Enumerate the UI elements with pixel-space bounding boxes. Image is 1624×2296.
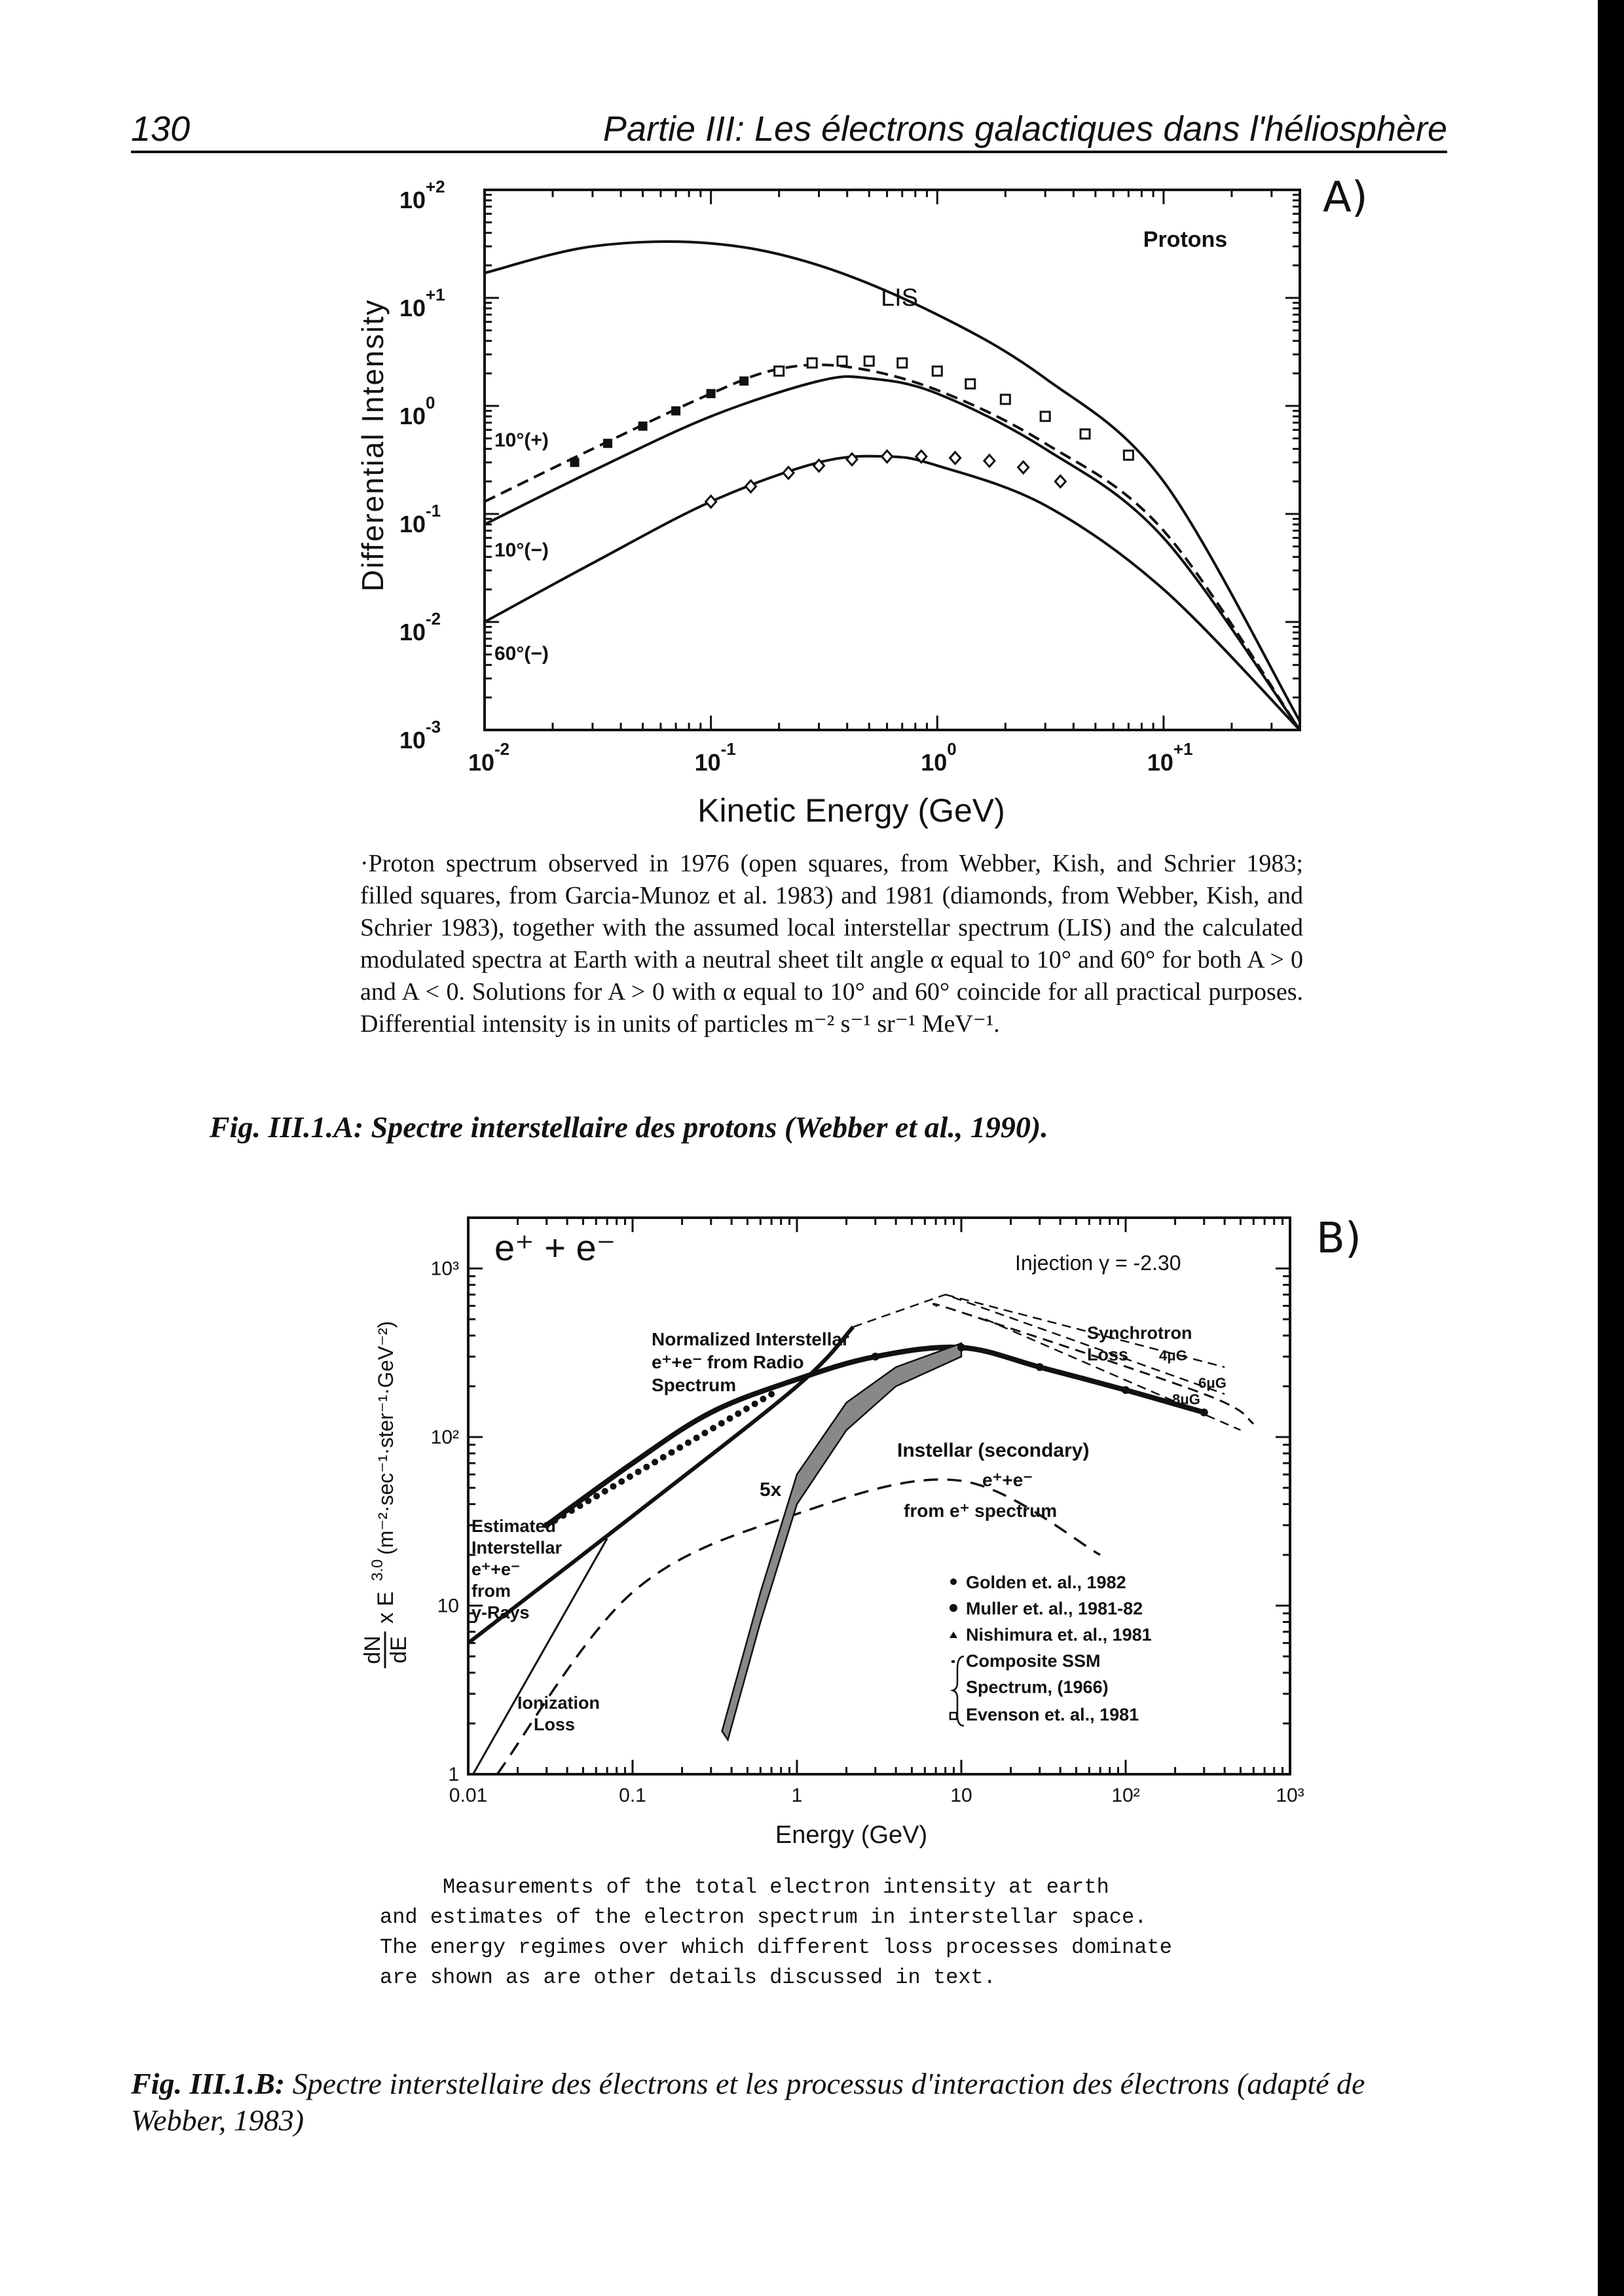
- figure-b-caption: [380, 1872, 1342, 1993]
- x-tick-label: 0.01: [449, 1785, 488, 1806]
- caption-line: The energy regimes over which different loss processes dominate: [380, 1935, 1172, 1959]
- figure-a-y-axis-label: Differential Intensity: [356, 299, 390, 592]
- measurement-dot: [752, 1400, 758, 1407]
- y-tick-label: 10: [399, 187, 426, 213]
- caption-line: and estimates of the electron spectrum in interstellar space.: [380, 1905, 1147, 1929]
- x-tick-label-exponent: +1: [1173, 739, 1193, 759]
- legend-marker-golden: [950, 1578, 957, 1585]
- measurement-dot: [669, 1449, 675, 1455]
- secondary-label-2: e⁺+e⁻: [982, 1470, 1033, 1490]
- figure-b-y-axis-label: [360, 1321, 411, 1668]
- measurement-dot: [735, 1410, 741, 1417]
- series-curve: [485, 376, 1300, 730]
- measurement-dot: [602, 1488, 608, 1495]
- figure-a-panel-label: A): [1323, 173, 1368, 222]
- field-6ug-label: 6μG: [1198, 1375, 1227, 1391]
- series-curve: [547, 1347, 1204, 1525]
- legend-item-golden: Golden et. al., 1982: [966, 1573, 1126, 1592]
- figure-b-panel-label: B): [1316, 1214, 1361, 1263]
- x-tick-label: 1: [791, 1785, 803, 1806]
- measurement-dot: [872, 1353, 879, 1360]
- filled-square-marker: [603, 439, 612, 448]
- open-square-marker: [864, 357, 874, 366]
- estimated-label-5: γ-Rays: [471, 1603, 530, 1622]
- measurement-dot: [768, 1391, 775, 1398]
- legend-marker-evenson: [950, 1713, 957, 1719]
- figure-a-caption: ·Proton spectrum observed in 1976 (open squares, from Webber, Kish, and Schrier 1983; filled squares, from Garcia-Munoz et al. 1983) and 1981 (diamonds, from Webber, Kish, and Schrier 1983), together with the assumed local interstellar spectrum (LIS) and the calculated modulated spectra at Earth with a neutral sheet tilt angle α equal to 10° and 60° for both A > 0 and A < 0. Solutions for A > 0 with α equal to 10° and 60° coincide for all practical purposes. Differential intensity is in units of particles m⁻² s⁻¹ sr⁻¹ MeV⁻¹.: [360, 850, 1303, 1038]
- open-square-marker: [1001, 395, 1010, 404]
- open-square-marker: [898, 358, 907, 367]
- x-tick-label: 10: [1147, 749, 1173, 776]
- diamond-marker: [950, 452, 961, 464]
- legend-marker-composite: [951, 1660, 955, 1663]
- x-tick-label: 10²: [1111, 1785, 1140, 1806]
- hatched-injection-band: [722, 1343, 961, 1740]
- measurement-dot: [693, 1434, 700, 1441]
- caption-line: are shown as are other details discussed in text.: [380, 1965, 996, 1990]
- diamond-marker: [783, 467, 794, 479]
- y-tick-label-exponent: +1: [426, 285, 445, 304]
- figure-a-x-axis-label: Kinetic Energy (GeV): [697, 792, 1005, 829]
- measurement-dot: [643, 1464, 650, 1470]
- diamond-marker: [1055, 475, 1065, 487]
- diamond-marker: [984, 455, 995, 467]
- running-header: [131, 98, 1447, 153]
- measurement-dot: [660, 1454, 667, 1461]
- estimated-label-4: from: [471, 1581, 511, 1601]
- curve-label-10-plus: 10°(+): [494, 429, 549, 451]
- x-tick-label: 10: [468, 749, 495, 776]
- filled-square-marker: [638, 422, 648, 431]
- y-tick-label-exponent: -2: [426, 609, 441, 629]
- figure-b-legend: [950, 1573, 1152, 1726]
- y-tick-label: 10: [399, 403, 426, 429]
- legend-item-nishimura: Nishimura et. al., 1981: [966, 1625, 1152, 1645]
- figure-b-x-axis-label: Energy (GeV): [775, 1821, 928, 1849]
- measurement-dot: [635, 1468, 642, 1475]
- open-square-marker: [1041, 412, 1050, 421]
- measurement-dot: [1122, 1386, 1130, 1394]
- curve-label-60-minus: 60°(−): [494, 643, 549, 665]
- legend-brace: [953, 1656, 964, 1726]
- diamond-marker: [1018, 462, 1029, 473]
- y-tick-label-exponent: +2: [426, 177, 445, 196]
- measurement-dot: [727, 1415, 733, 1422]
- y-tick-label: 10³: [430, 1258, 459, 1280]
- y-tick-label: 10: [399, 511, 426, 538]
- y-tick-label-exponent: -3: [426, 717, 441, 737]
- figure-a-chart: [341, 170, 1323, 838]
- measurement-dot: [685, 1440, 692, 1446]
- measurement-dot: [743, 1406, 750, 1412]
- figure-a-plot-frame: [485, 190, 1300, 730]
- series-curve: [485, 242, 1300, 721]
- y-tick-label: 10: [399, 727, 426, 754]
- open-square-marker: [807, 358, 817, 367]
- secondary-label-3: from e⁺ spectrum: [904, 1501, 1058, 1521]
- open-square-marker: [932, 367, 942, 376]
- running-title: Partie III: Les électrons galactiques dans l'héliosphère: [602, 109, 1447, 149]
- y-label-frac-den: dE: [386, 1636, 411, 1664]
- x-tick-label-exponent: -2: [494, 739, 510, 759]
- synchrotron-label-1: Synchrotron: [1087, 1323, 1192, 1343]
- caption-line: Measurements of the total electron intensity at earth: [380, 1875, 1109, 1899]
- estimated-label-2: Interstellar: [471, 1538, 563, 1558]
- figure-b-title: e⁺ + e⁻: [494, 1227, 616, 1268]
- five-x-label: 5x: [760, 1479, 782, 1501]
- legend-item-evenson: Evenson et. al., 1981: [966, 1705, 1139, 1724]
- y-label-exp: 3.0: [369, 1559, 386, 1581]
- filled-square-marker: [707, 389, 716, 398]
- x-tick-label: 10: [694, 749, 721, 776]
- normalized-label-3: Spectrum: [652, 1375, 737, 1395]
- measurement-dot: [701, 1430, 708, 1436]
- legend-marker-muller: [950, 1604, 957, 1612]
- ionization-label-2: Loss: [534, 1715, 576, 1734]
- open-square-marker: [838, 357, 847, 366]
- open-square-marker: [1080, 429, 1090, 439]
- ionization-label-1: Ionization: [517, 1693, 600, 1713]
- y-tick-label: 10: [437, 1595, 459, 1617]
- x-tick-label: 10³: [1276, 1785, 1304, 1806]
- series-curve: [485, 456, 1300, 730]
- legend-item-composite-2: Spectrum, (1966): [966, 1677, 1109, 1697]
- legend-item-composite-1: Composite SSM: [966, 1651, 1101, 1671]
- lis-curve-label: LIS: [881, 284, 919, 312]
- field-8ug-label: 8μG: [1172, 1391, 1200, 1408]
- page-number: 130: [131, 109, 191, 149]
- normalized-label-1: Normalized Interstellar: [652, 1329, 849, 1349]
- estimated-label-1: Estimated: [471, 1516, 557, 1536]
- diamond-marker: [706, 496, 716, 507]
- measurement-dot: [760, 1396, 766, 1402]
- x-tick-label: 10: [950, 1785, 972, 1806]
- figure-b-fig-text: Spectre interstellaire des électrons et les processus d'interaction des électrons (adapté de Webber, 1983): [131, 2067, 1365, 2137]
- figure-b-chart: [354, 1198, 1336, 1853]
- x-tick-label: 0.1: [619, 1785, 646, 1806]
- curve-label-10-minus: 10°(−): [494, 539, 549, 561]
- measurement-dot: [652, 1459, 658, 1465]
- measurement-dot: [710, 1425, 716, 1431]
- normalized-label-2: e⁺+e⁻ from Radio: [652, 1352, 804, 1372]
- series-curve: [485, 365, 1300, 730]
- measurement-dot: [577, 1503, 583, 1509]
- y-tick-label: 10²: [430, 1427, 459, 1449]
- measurement-dot: [627, 1474, 633, 1480]
- x-tick-label-exponent: -1: [720, 739, 736, 759]
- open-square-marker: [966, 379, 975, 388]
- filled-square-marker: [739, 376, 748, 386]
- filled-square-marker: [671, 407, 680, 416]
- measurement-dot: [610, 1483, 616, 1489]
- y-label-units: (m⁻²·sec⁻¹·ster⁻¹·GeV⁻²): [374, 1321, 397, 1555]
- measurement-dot: [560, 1512, 566, 1519]
- measurement-dot: [618, 1478, 625, 1485]
- figure-a-species-label: Protons: [1143, 227, 1228, 252]
- measurement-dot: [957, 1343, 965, 1351]
- y-tick-label: 1: [448, 1764, 459, 1785]
- measurement-dot: [718, 1420, 725, 1427]
- estimated-label-3: e⁺+e⁻: [471, 1559, 521, 1579]
- field-4ug-label: 4μG: [1159, 1347, 1187, 1364]
- filled-square-marker: [570, 458, 580, 467]
- measurement-dot: [568, 1507, 575, 1514]
- y-tick-label-exponent: 0: [426, 393, 435, 412]
- y-label-rest: x E: [373, 1591, 398, 1624]
- diamond-marker: [882, 450, 893, 462]
- figure-a-markers: [570, 357, 1134, 508]
- figure-b-fig-number: Fig. III.1.B:: [131, 2067, 286, 2100]
- y-tick-label-exponent: -1: [426, 501, 441, 520]
- figure-b-markers: [544, 1343, 1208, 1528]
- synchrotron-label-2: Loss: [1087, 1345, 1129, 1364]
- measurement-dot: [676, 1444, 683, 1451]
- legend-marker-nishimura: [950, 1631, 957, 1638]
- open-square-marker: [1124, 450, 1133, 460]
- y-label-frac-num: dN: [360, 1635, 385, 1664]
- measurement-dot: [1036, 1363, 1044, 1371]
- open-square-marker: [775, 367, 784, 376]
- x-tick-label: 10: [921, 749, 948, 776]
- measurement-dot: [593, 1493, 600, 1499]
- x-tick-label-exponent: 0: [947, 739, 957, 759]
- injection-label: Injection γ = -2.30: [1015, 1251, 1181, 1275]
- figure-b-plot-frame: [468, 1218, 1290, 1774]
- figure-b-fig-caption: [131, 2066, 1467, 2139]
- y-tick-label: 10: [399, 295, 426, 321]
- measurement-dot: [585, 1498, 591, 1504]
- y-tick-label: 10: [399, 619, 426, 646]
- measurement-dot: [1200, 1408, 1208, 1416]
- figure-a-fig-caption: Fig. III.1.A: Spectre interstellaire des protons (Webber et al., 1990).: [210, 1110, 1048, 1144]
- figure-a-curves: [485, 242, 1300, 730]
- secondary-label-1: Instellar (secondary): [897, 1440, 1090, 1461]
- legend-item-muller: Muller et. al., 1981-82: [966, 1599, 1143, 1618]
